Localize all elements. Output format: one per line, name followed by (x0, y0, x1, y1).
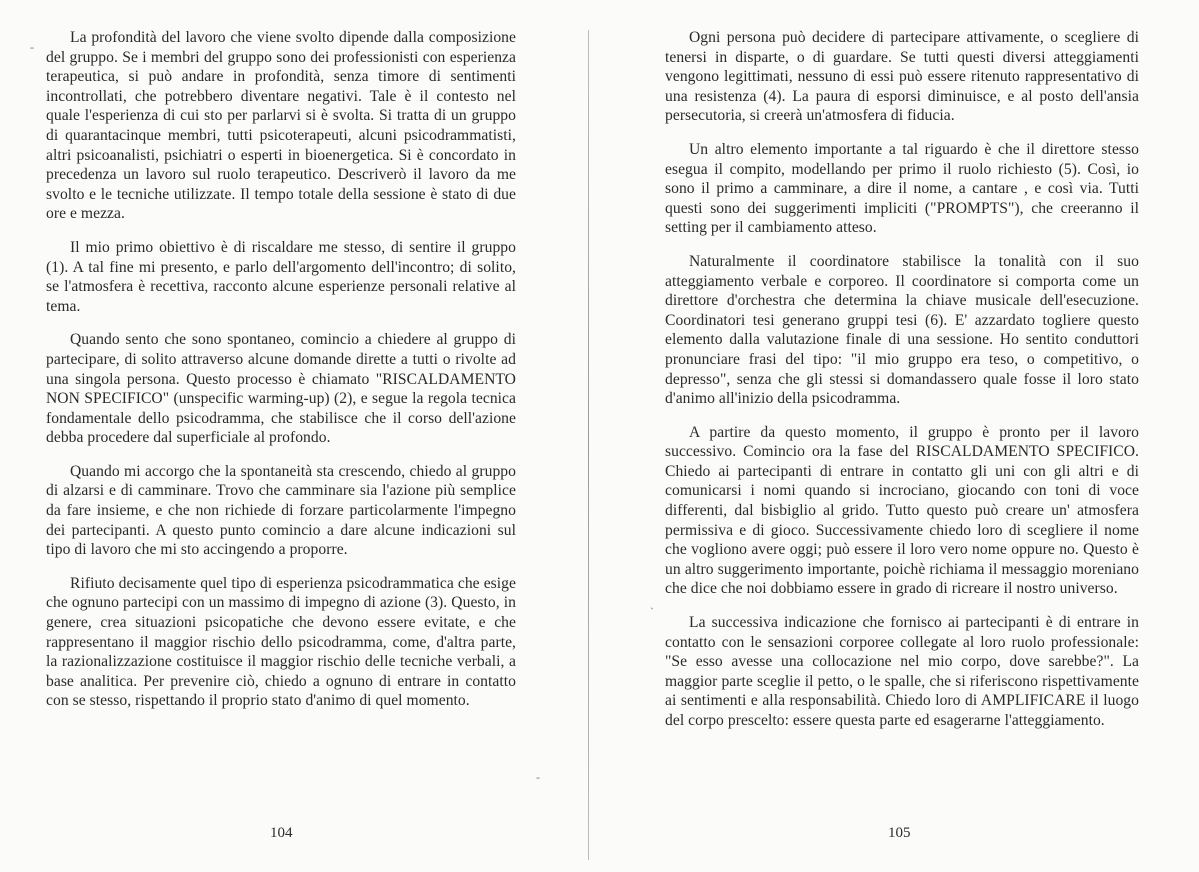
paragraph: La profondità del lavoro che viene svolto dipende dalla composizione del gruppo. Se i membri del gruppo sono dei professionisti con esperienza terapeutica, si può andare in profondità, senza timore di sentimenti incontrollati, che potrebbero diventare negativi. Tale è il contesto nel quale l'esperienza di cui sto per parlarvi si è svolta. Si tratta di un gruppo di quarantacinque membri, tutti psicoterapeuti, alcuni psicodrammatisti, altri psicoanalisti, psichiatri o esperti in bioenergetica. Si è concordato in precedenza un lavoro sul ruolo terapeutico. Descriverò il lavoro da me svolto e le tecniche utilizzate. Il tempo totale della sessione è stato di due ore e mezza. (46, 29, 516, 223)
left-page (46, 28, 516, 725)
right-page (665, 28, 1139, 745)
paragraph: Naturalmente il coordinatore stabilisce la tonalità con il suo atteggiamento verbale e corporeo. Il coordinatore si comporta come un direttore d'orchestra che determina la chiave musicale dell'esecuzione. Coordinatori tesi generano gruppi tesi (6). E' azzardato togliere questo elemento dalla valutazione finale di una sessione. Ho sentito conduttori pronunciare frasi del tipo: "il mio gruppo era teso, o competitivo, o depresso", senza che gli stessi si domandassero quale fosse il loro stato d'animo all'inizio della psicodramma. (665, 252, 1139, 408)
stray-mark: - (30, 40, 34, 54)
paragraph: Rifiuto decisamente quel tipo di esperienza psicodrammatica che esige che ognuno partecipi con un massimo di impegno di azione (3). Questo, in genere, crea situazioni psicopatiche che devono essere evitate, e che rappresentano il maggior rischio dello psicodramma, come, d'altra parte, la razionalizzazione costituisce il maggior rischio delle tecniche verbali, a base analitica. Per prevenire ciò, chiedo a ognuno di entrare in contatto con se stesso, rispettando il proprio stato d'animo di quel momento. (46, 574, 516, 710)
stray-mark: - (536, 770, 540, 784)
paragraph: Un altro elemento importante a tal riguardo è che il direttore stesso esegua il compito, modellando per primo il ruolo richiesto (5). Così, io sono il primo a camminare, a dire il nome, a cantare , e così via. Tutti questi sono dei suggerimenti impliciti ("PROMPTS"), che creeranno il setting per il cambiamento atteso. (665, 140, 1139, 237)
paragraph: Quando sento che sono spontaneo, comincio a chiedere al gruppo di partecipare, di solito attraverso alcune domande dirette a tutti o rivolte ad una singola persona. Questo processo è chiamato "RISCALDAMENTO NON SPECIFICO" (unspecific warming-up) (2), e segue la regola tecnica fondamentale dello psicodramma, che stabilisce che il corso dell'azione debba procedere dal superficiale al profondo. (46, 331, 516, 447)
paragraph: Ogni persona può decidere di partecipare attivamente, o scegliere di tenersi in disparte, o di guardare. Se tutti questi diversi atteggiamenti vengono legittimati, nessuno di essi può essere ritenuto rappresentativo di una resistenza (4). La paura di esporsi diminuisce, e al posto dell'ansia persecutoria, si creerà un'atmosfera di fiducia. (665, 29, 1139, 125)
page-gutter (588, 30, 589, 860)
paragraph: Il mio primo obiettivo è di riscaldare me stesso, di sentire il gruppo (1). A tal fine mi presento, e parlo dell'argomento dell'incontro; di solito, se l'atmosfera è recettiva, racconto alcune esperienze personali relative al tema. (46, 238, 516, 315)
paragraph: La successiva indicazione che fornisco ai partecipanti è di entrare in contatto con le sensazioni corporee collegate al loro ruolo professionale: "Se esso avesse una collocazione nel mio corpo, dove sarebbe?". La maggior parte sceglie il petto, o le spalle, che si riferiscono rispettivamente ai sentimenti e alla responsabilità. Chiedo loro di AMPLIFICARE il luogo del corpo prescelto: essere questa parte ed esagerarne l'atteggiamento. (665, 614, 1139, 729)
paragraph: Quando mi accorgo che la spontaneità sta crescendo, chiedo al gruppo di alzarsi e di camminare. Trovo che camminare sia l'azione più semplice da fare insieme, e che non richiede di forzare particolarmente l'impegno dei partecipanti. A questo punto comincio a dare alcune indicazioni sul tipo di lavoro che mi sto accingendo a proporre. (46, 462, 516, 559)
paragraph: A partire da questo momento, il gruppo è pronto per il lavoro successivo. Comincio ora la fase del RISCALDAMENTO SPECIFICO. Chiedo ai partecipanti di entrare in contatto gli uni con gli altri e di comunicarsi i nomi quando si incrociano, giocando con toni di voce differenti, dal bisbiglio al grido. Tutto questo può creare un' atmosfera permissiva e di gioco. Successivamente chiedo loro di scegliere il nome che vogliono avere oggi; può essere il loro vero nome oppure no. Questo è un altro suggerimento importante, poichè richiama il messaggio moreniano che dice che noi dobbiamo essere in grado di ricreare il nostro universo. (665, 423, 1139, 598)
page-number-right: 105 (888, 825, 911, 841)
page-number-left: 104 (270, 825, 293, 841)
stray-mark: ` (650, 605, 654, 619)
